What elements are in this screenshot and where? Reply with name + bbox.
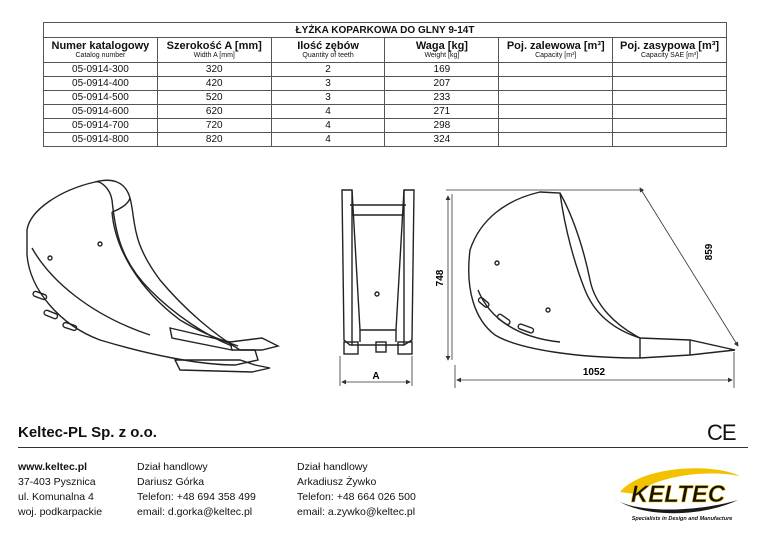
table-row: 05-0914-600 620 4 271 <box>44 105 727 119</box>
table-row: 05-0914-500 520 3 233 <box>44 91 727 105</box>
column-header: Numer katalogowy Catalog number <box>44 38 158 63</box>
department-label: Dział handlowy <box>137 461 208 473</box>
dimension-a-label: A <box>372 371 380 382</box>
contact-phone: Telefon: +48 694 358 499 <box>137 491 256 503</box>
table-row: 05-0914-700 720 4 298 <box>44 119 727 133</box>
address-line: woj. podkarpackie <box>18 506 103 518</box>
dimension-height-label: 748 <box>435 269 446 287</box>
dimension-diagonal-label: 859 <box>704 243 715 261</box>
bucket-technical-drawing <box>0 160 768 400</box>
bucket-front-view <box>342 190 414 354</box>
sales-contact-2 <box>297 460 416 520</box>
address-block <box>18 460 102 520</box>
company-name: Keltec-PL Sp. z o.o. <box>18 424 157 441</box>
keltec-logo <box>600 462 750 524</box>
contact-email[interactable]: email: d.gorka@keltec.pl <box>137 506 253 518</box>
table-row: 05-0914-300 320 2 169 <box>44 63 727 77</box>
spec-table-wrapper <box>43 22 727 147</box>
column-header: Poj. zalewowa [m³] Capacity [m³] <box>499 38 613 63</box>
column-header: Poj. zasypowa [m³] Capacity SAE [m³] <box>613 38 727 63</box>
column-header: Ilość zębów Quantity of teeth <box>271 38 385 63</box>
logo-tagline: Specialists in Design and Manufacture <box>631 516 733 522</box>
contact-phone: Telefon: +48 664 026 500 <box>297 491 416 503</box>
logo-text: KELTEC <box>630 481 726 508</box>
contact-name: Dariusz Górka <box>137 476 205 488</box>
ce-mark: CE <box>707 420 736 445</box>
bucket-perspective-view <box>27 180 278 372</box>
column-header: Szerokość A [mm] Width A [mm] <box>157 38 271 63</box>
table-row: 05-0914-400 420 3 207 <box>44 77 727 91</box>
address-line: ul. Komunalna 4 <box>18 491 94 503</box>
bucket-side-view <box>469 192 735 358</box>
address-line: 37-403 Pysznica <box>18 476 96 488</box>
dimension-length-label: 1052 <box>582 367 606 378</box>
column-header: Waga [kg] Weight [kg] <box>385 38 499 63</box>
department-label: Dział handlowy <box>297 461 368 473</box>
dimension-lines <box>340 188 738 388</box>
sales-contact-1 <box>137 460 256 520</box>
table-row: 05-0914-800 820 4 324 <box>44 133 727 147</box>
website-link[interactable]: www.keltec.pl <box>18 461 88 473</box>
contact-name: Arkadiusz Żywko <box>297 476 377 488</box>
footer-divider <box>18 447 748 448</box>
spec-table <box>43 22 727 147</box>
contact-email[interactable]: email: a.zywko@keltec.pl <box>297 506 416 518</box>
table-title: ŁYŻKA KOPARKOWA DO GLNY 9-14T <box>44 23 727 38</box>
